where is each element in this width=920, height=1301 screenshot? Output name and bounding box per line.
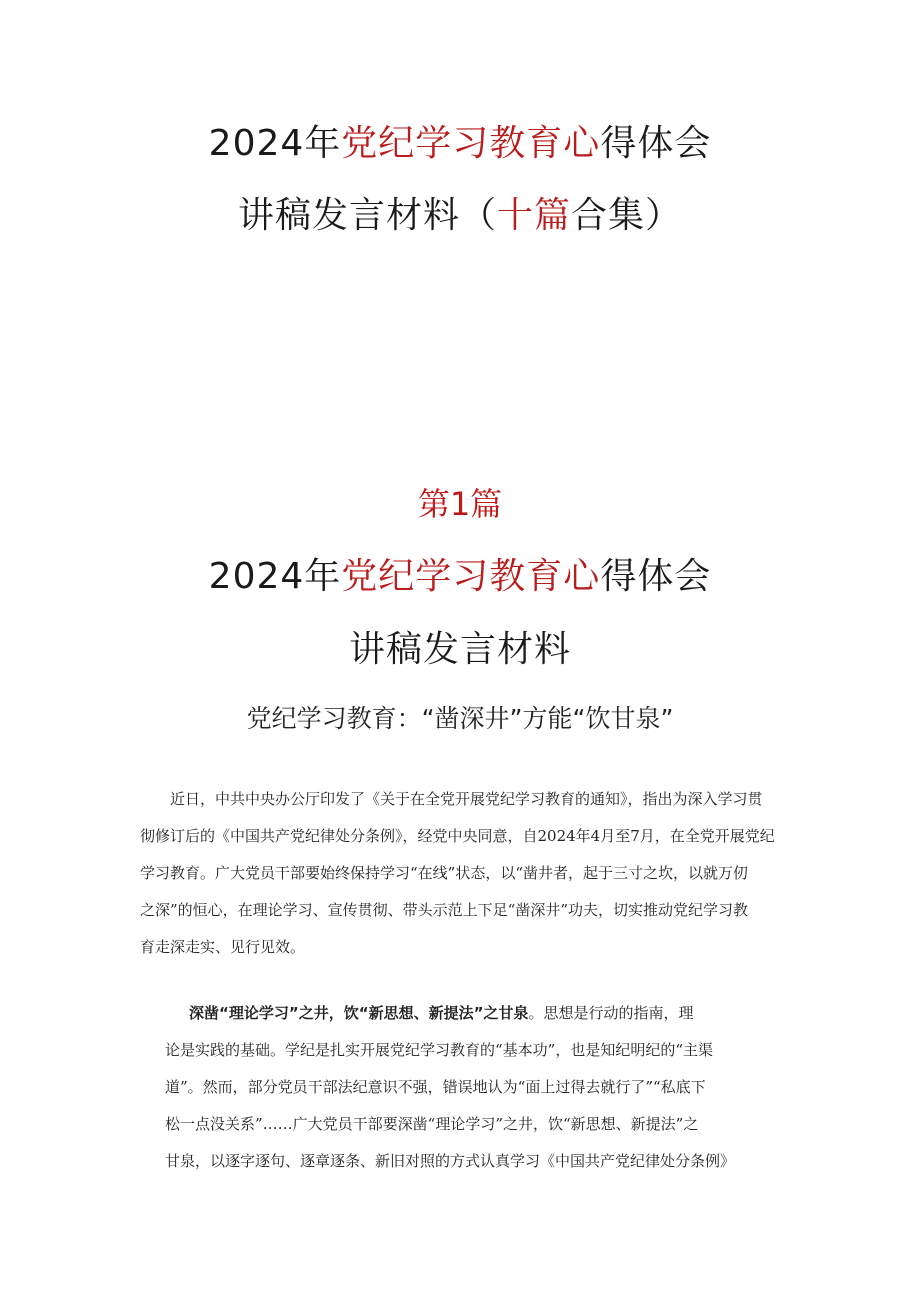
para1-line: 彻修订后的《中国共产党纪律处分条例》，经党中央同意，自2024年4月至7月，在全党开展党纪 <box>140 827 775 845</box>
section-title-tail: 得体会 <box>600 556 712 597</box>
para1-line: 学习教育。广大党员干部要始终保持学习“在线”状态，以“凿井者，起于三寸之坎，以就万仞 <box>140 864 749 882</box>
title2-red-text: 十篇 <box>496 195 571 236</box>
section-subtitle: 党纪学习教育：“凿深井”方能“饮甘泉” <box>246 704 674 733</box>
para1-line: 近日，中共中央办公厅印发了《关于在全党开展党纪学习教育的通知》，指出为深入学习贯 <box>170 790 763 808</box>
para2-line: 松一点没关系”……广大党员干部要深凿“理论学习”之井，饮“新思想、新提法”之 <box>165 1115 699 1133</box>
title-tail: 得体会 <box>600 123 712 164</box>
section-title-line-2: 讲稿发言材料 <box>348 629 571 670</box>
para2-lead-line <box>189 1002 693 1023</box>
para2-line: 甘泉，以逐字逐句、逐章逐条、新旧对照的方式认真学习《中国共产党纪律处分条例》 <box>165 1152 736 1170</box>
title-red-text: 党纪学习教育心 <box>341 123 601 164</box>
paragraph-theory-study <box>165 1002 785 1182</box>
cover-title-line-2 <box>0 194 920 238</box>
paragraph-intro <box>140 788 790 968</box>
para2-lead-rest: 。思想是行动的指南，理 <box>528 1004 694 1022</box>
para1-line: 之深”的恒心，在理论学习、宣传贯彻、带头示范上下足“凿深井”功夫，切实推动党纪学习教 <box>140 901 749 919</box>
para2-line: 道”。然而，部分党员干部法纪意识不强，错误地认为“面上过得去就行了”“私底下 <box>165 1078 706 1096</box>
para2-line: 论是实践的基础。学纪是扎实开展党纪学习教育的“基本功”，也是知纪明纪的“主渠 <box>165 1041 714 1059</box>
title-year: 2024年 <box>208 123 342 164</box>
section-title-year: 2024年 <box>208 556 342 597</box>
section-title-red-text: 党纪学习教育心 <box>341 556 601 597</box>
para2-lead-bold: 深凿“理论学习”之井，饮“新思想、新提法”之甘泉 <box>189 1004 529 1022</box>
chapter-label: 第1篇 <box>417 485 503 523</box>
title2-tail: 合集） <box>571 195 683 236</box>
title2-head: 讲稿发言材料（ <box>237 195 497 236</box>
para1-line: 育走深走实、见行见效。 <box>140 938 306 956</box>
section-title-line-1 <box>0 555 920 599</box>
cover-title-line-1 <box>0 122 920 166</box>
